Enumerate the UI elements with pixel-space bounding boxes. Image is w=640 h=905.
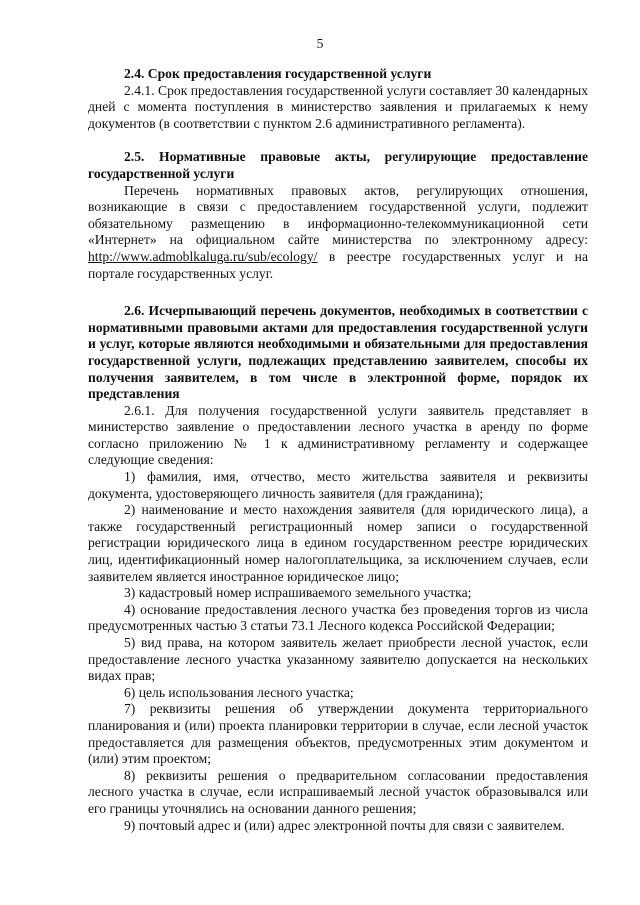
list-item: 2) наименование и место нахождения заявителя (для юридического лица), а также государственный регистрационный номер записи о государственной регистрации юридического лица в едином государственном реестре юридических лиц, идентификационный номер налогоплательщика, за исключением случаев, если заявителем является иностранное юридическое лицо; [88, 502, 588, 584]
list-item: 8) реквизиты решения о предварительном согласовании предоставления лесного участка в случае, если испрашиваемый лесной участок образовывался или его границы уточнялись на основании данного решения; [88, 767, 588, 816]
list-item: 7) реквизиты решения об утверждении документа территориального планирования и (или) проекта планировки территории в случае, если лесной участок предоставляется для размещения объектов, предусмотренных этим документом и (или) этим проектом; [88, 701, 588, 767]
page-number: 5 [316, 36, 324, 51]
section-heading-2-4: 2.4. Срок предоставления государственной услуги [124, 66, 432, 81]
list-item: 1) фамилия, имя, отчество, место жительства заявителя и реквизиты документа, удостоверяющего личность заявителя (для гражданина); [88, 469, 588, 501]
paragraph-2-5 [88, 183, 588, 283]
ecology-website-link[interactable]: http://www.admoblkaluga.ru/sub/ecology/ [88, 248, 318, 264]
section-heading-2-6: 2.6. Исчерпывающий перечень документов, необходимых в соответствии с нормативными правовыми актами для предоставления государственной услуги и услуг, которые являются необходимыми и обязательными для предоставления государственной услуги, подлежащих представлению заявителем, способы их получения заявителем, в том числе в электронной форме, порядок их представления [88, 303, 588, 402]
list-item: 4) основание предоставления лесного участка без проведения торгов из числа предусмотренных частью 3 статьи 73.1 Лесного кодекса Российской Федерации; [88, 601, 588, 634]
page-content [88, 66, 588, 834]
paragraph-2-5-text-before: Перечень нормативных правовых актов, регулирующих отношения, возникающие в связи с предоставлением государственной услуги, подлежит обязательному размещению в информационно-телекоммуникационной сети «Интернет» на официальном сайте министерства по электронному адресу: [88, 182, 588, 248]
paragraph-2-6-1: 2.6.1. Для получения государственной услуги заявитель представляет в министерство заявление о предоставлении лесного участка в аренду по форме согласно приложению № 1 к административному регламенту и содержащее следующие сведения: [88, 402, 588, 468]
list-item: 3) кадастровый номер испрашиваемого земельного участка; [124, 585, 472, 601]
list-item: 5) вид права, на котором заявитель желает приобрести лесной участок, если предоставление лесного участка указанному заявителю допускается на нескольких видах прав; [88, 635, 588, 684]
list-item: 6) цель использования лесного участка; [124, 684, 354, 700]
section-heading-2-5: 2.5. Нормативные правовые акты, регулирующие предоставление государственной услуги [88, 149, 588, 181]
paragraph-2-4-1: 2.4.1. Срок предоставления государственной услуги составляет 30 календарных дней с момента поступления в министерство заявления и прилагаемых к нему документов (в соответствии с пунктом 2.6 административного регламента). [88, 82, 588, 131]
list-item: 9) почтовый адрес и (или) адрес электронной почты для связи с заявителем. [124, 817, 565, 833]
paragraph-2-5-text-after: в реестре государственных услуг и на портале государственных услуг. [88, 248, 588, 281]
